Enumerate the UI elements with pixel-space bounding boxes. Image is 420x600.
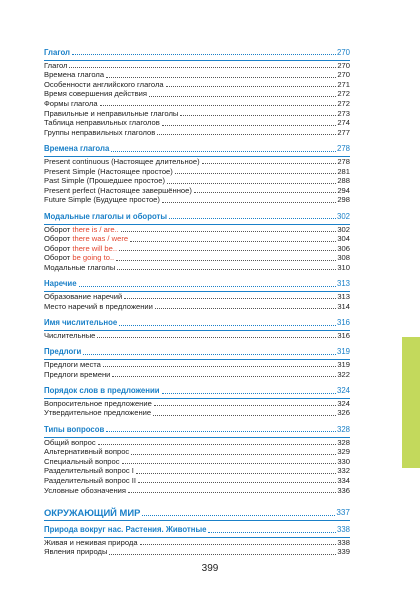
dot-leader: [162, 202, 336, 203]
entry-page: 338: [337, 537, 350, 547]
dot-leader: [208, 532, 336, 533]
spacer: [44, 272, 350, 279]
dot-leader: [106, 431, 336, 432]
entry-label-prefix: Оборот: [44, 224, 73, 234]
entry-highlight: there is / are..: [72, 224, 119, 234]
dot-leader: [112, 376, 336, 377]
dot-leader: [155, 308, 336, 309]
entry-label: Вопросительное предложение: [44, 398, 152, 408]
dot-leader: [116, 260, 336, 261]
section-page: 338: [336, 525, 350, 535]
section-title: Наречие: [44, 279, 77, 289]
entry-highlight: there was / were: [72, 234, 129, 244]
dot-leader: [157, 134, 336, 135]
toc-section-heading[interactable]: [44, 48, 350, 58]
dot-leader: [111, 151, 336, 152]
entry-page: 274: [337, 118, 350, 128]
entry-label-prefix: Оборот: [44, 234, 73, 244]
dot-leader: [175, 173, 337, 174]
entry-label: Группы неправильных глаголов: [44, 127, 156, 137]
toc-section-prepositions: [44, 347, 350, 379]
toc-entry[interactable]: [44, 447, 350, 457]
entry-label: Явления природы: [44, 547, 108, 557]
toc-entry[interactable]: [44, 253, 350, 263]
dot-leader: [98, 444, 337, 445]
spacer: [44, 495, 350, 507]
toc-section-heading[interactable]: [44, 144, 350, 154]
entry-page: 310: [337, 262, 350, 272]
toc-entry[interactable]: [44, 408, 350, 418]
section-title: Природа вокруг нас. Растения. Животные: [44, 525, 207, 535]
entry-highlight: there will be..: [72, 243, 118, 253]
toc-entry[interactable]: [44, 370, 350, 380]
entry-page: 308: [337, 253, 350, 263]
toc-entry[interactable]: [44, 331, 350, 341]
entry-label: Особенности английского глагола: [44, 79, 164, 89]
toc-section-tenses: [44, 144, 350, 205]
entry-label: Живая и неживая природа: [44, 537, 138, 547]
entry-label: Модальные глаголы: [44, 262, 116, 272]
entry-label: Утвердительное предложение: [44, 408, 152, 418]
entry-page: 314: [337, 301, 350, 311]
section-title: Порядок слов в предложении: [44, 386, 160, 396]
toc-entry[interactable]: [44, 244, 350, 254]
entry-page: 270: [337, 70, 350, 80]
entry-page: 273: [337, 108, 350, 118]
entry-label: Предлоги времени: [44, 369, 111, 379]
spacer: [44, 379, 350, 386]
entry-label: Present continuous (Настоящее длительное): [44, 156, 200, 166]
section-page: 302: [336, 211, 350, 221]
entry-label: Present Simple (Настоящее простое): [44, 166, 173, 176]
entry-page: 271: [337, 79, 350, 89]
entry-label: Таблица неправильных глаголов: [44, 118, 160, 128]
toc-entry[interactable]: [44, 157, 350, 167]
dot-leader: [149, 96, 336, 97]
entry-page: 302: [337, 224, 350, 234]
spacer: [44, 311, 350, 318]
entry-page: 324: [337, 398, 350, 408]
page-number: 399: [201, 563, 219, 574]
entry-label: [44, 244, 117, 254]
dot-leader: [167, 183, 336, 184]
entry-label: Специальный вопрос: [44, 456, 120, 466]
dot-leader: [138, 482, 336, 483]
entry-page: 329: [337, 447, 350, 457]
dot-leader: [142, 515, 335, 516]
entry-label-prefix: Оборот: [44, 243, 73, 253]
section-page: 313: [336, 279, 350, 289]
dot-leader: [83, 354, 336, 355]
dot-leader: [153, 415, 336, 416]
toc-entry[interactable]: [44, 61, 350, 71]
toc-section-heading[interactable]: [44, 525, 350, 535]
dot-leader: [130, 241, 336, 242]
toc-entry[interactable]: [44, 176, 350, 186]
dot-leader: [119, 325, 336, 326]
dot-leader: [162, 393, 336, 394]
section-title: Глагол: [44, 48, 70, 57]
dot-leader: [194, 192, 336, 193]
entry-page: 339: [337, 547, 350, 557]
entry-page: 328: [337, 437, 350, 447]
dot-leader: [124, 298, 336, 299]
entry-label: Условные обозначения: [44, 485, 127, 495]
toc-chapter-world-around: [44, 507, 350, 557]
dot-leader: [79, 286, 336, 287]
entry-page: 272: [337, 89, 350, 99]
toc-entry[interactable]: [44, 457, 350, 467]
toc-entry[interactable]: [44, 118, 350, 128]
entry-page: 322: [337, 369, 350, 379]
section-page: 270: [336, 48, 350, 57]
entry-label-prefix: Оборот: [44, 253, 73, 263]
entry-label: Времена глагола: [44, 70, 105, 80]
entry-label: Альтернативный вопрос: [44, 447, 130, 457]
dot-leader: [72, 54, 336, 55]
dot-leader: [166, 86, 337, 87]
toc-entry[interactable]: [44, 302, 350, 312]
toc-section-heading[interactable]: [44, 386, 350, 396]
toc-section-verb: [44, 48, 350, 137]
entry-label: Числительные: [44, 330, 96, 340]
entry-label: Место наречий в предложении: [44, 301, 153, 311]
entry-page: 332: [337, 466, 350, 476]
entry-label: Глагол: [44, 60, 68, 70]
table-of-contents: [44, 48, 350, 557]
toc-entry[interactable]: [44, 70, 350, 80]
toc-section-heading[interactable]: [44, 318, 350, 328]
entry-page: 270: [337, 60, 350, 70]
section-title: Типы вопросов: [44, 425, 105, 434]
toc-section-heading[interactable]: [44, 425, 350, 435]
entry-label: Future Simple (Будущее простое): [44, 195, 160, 205]
entry-label: [44, 234, 128, 244]
dot-leader: [106, 77, 336, 78]
dot-leader: [122, 463, 337, 464]
toc-section-numeral: [44, 318, 350, 340]
section-page: 319: [336, 347, 350, 357]
entry-page: 272: [337, 98, 350, 108]
entry-page: 334: [337, 475, 350, 485]
toc-entry[interactable]: [44, 486, 350, 496]
chapter-page: 337: [336, 508, 350, 518]
entry-page: 326: [337, 408, 350, 418]
dot-leader: [136, 473, 336, 474]
toc-entry[interactable]: [44, 186, 350, 196]
entry-page: 336: [337, 485, 350, 495]
toc-entry[interactable]: [44, 225, 350, 235]
spacer: [44, 137, 350, 144]
dot-leader: [169, 218, 336, 219]
section-title: Имя числительное: [44, 318, 118, 328]
toc-entry[interactable]: [44, 466, 350, 476]
section-title: Модальные глаголы и обороты: [44, 211, 167, 221]
toc-entry[interactable]: [44, 195, 350, 205]
side-color-tab: [402, 337, 420, 468]
toc-entry[interactable]: [44, 263, 350, 273]
dot-leader: [69, 67, 336, 68]
toc-section-adverb: [44, 279, 350, 311]
spacer: [44, 418, 350, 425]
entry-label: Время совершения действия: [44, 89, 147, 99]
section-title: Предлоги: [44, 347, 82, 357]
toc-section-word-order: [44, 386, 350, 418]
dot-leader: [109, 554, 336, 555]
dot-leader: [140, 544, 337, 545]
entry-label: Разделительный вопрос II: [44, 475, 136, 485]
entry-label: Предлоги места: [44, 360, 101, 370]
toc-section-modal-verbs: [44, 212, 350, 273]
dot-leader: [180, 115, 336, 116]
toc-entry[interactable]: [44, 538, 350, 548]
toc-section-question-types: [44, 425, 350, 495]
toc-entry[interactable]: [44, 167, 350, 177]
dot-leader: [97, 337, 336, 338]
toc-entry[interactable]: [44, 99, 350, 109]
section-page: 316: [336, 318, 350, 328]
toc-entry[interactable]: [44, 80, 350, 90]
toc-entry[interactable]: [44, 234, 350, 244]
dot-leader: [117, 269, 336, 270]
entry-label: Общий вопрос: [44, 437, 96, 447]
entry-page: 313: [337, 292, 350, 302]
section-page: 324: [336, 386, 350, 396]
entry-label: Past Simple (Прошедшее простое): [44, 176, 166, 186]
entry-highlight: be going to..: [72, 253, 115, 263]
dot-leader: [202, 163, 337, 164]
entry-label: Present perfect (Настоящее завершённое): [44, 185, 192, 195]
section-title: Времена глагола: [44, 144, 110, 154]
toc-entry[interactable]: [44, 109, 350, 119]
entry-page: 298: [337, 195, 350, 205]
entry-label: Образование наречий: [44, 292, 123, 302]
entry-label: [44, 225, 119, 235]
section-page: 278: [336, 144, 350, 154]
entry-page: 319: [337, 360, 350, 370]
toc-section-heading[interactable]: [44, 279, 350, 289]
toc-chapter-heading[interactable]: [44, 507, 350, 518]
toc-entry[interactable]: [44, 360, 350, 370]
entry-page: 288: [337, 176, 350, 186]
toc-entry[interactable]: [44, 128, 350, 138]
dot-leader: [119, 250, 336, 251]
toc-entry[interactable]: [44, 438, 350, 448]
dot-leader: [100, 105, 337, 106]
dot-leader: [154, 405, 337, 406]
spacer: [44, 340, 350, 347]
chapter-title: ОКРУЖАЮЩИЙ МИР: [44, 507, 141, 519]
entry-page: 304: [337, 234, 350, 244]
entry-page: 306: [337, 243, 350, 253]
entry-page: 294: [337, 185, 350, 195]
dot-leader: [103, 366, 336, 367]
dot-leader: [162, 125, 337, 126]
toc-section-heading[interactable]: [44, 347, 350, 357]
toc-entry[interactable]: [44, 89, 350, 99]
entry-page: 277: [337, 127, 350, 137]
toc-entry[interactable]: [44, 476, 350, 486]
toc-entry[interactable]: [44, 292, 350, 302]
entry-page: 278: [337, 156, 350, 166]
entry-label: Разделительный вопрос I: [44, 466, 134, 476]
section-page: 328: [336, 425, 350, 434]
spacer: [44, 205, 350, 212]
entry-page: 330: [337, 456, 350, 466]
toc-entry[interactable]: [44, 547, 350, 557]
entry-label: Формы глагола: [44, 98, 98, 108]
entry-page: 281: [337, 166, 350, 176]
entry-page: 316: [337, 330, 350, 340]
toc-section-heading[interactable]: [44, 212, 350, 222]
toc-entry[interactable]: [44, 399, 350, 409]
entry-label: Правильные и неправильные глаголы: [44, 108, 179, 118]
dot-leader: [131, 454, 336, 455]
dot-leader: [128, 492, 336, 493]
entry-label: [44, 253, 114, 263]
dot-leader: [121, 231, 337, 232]
